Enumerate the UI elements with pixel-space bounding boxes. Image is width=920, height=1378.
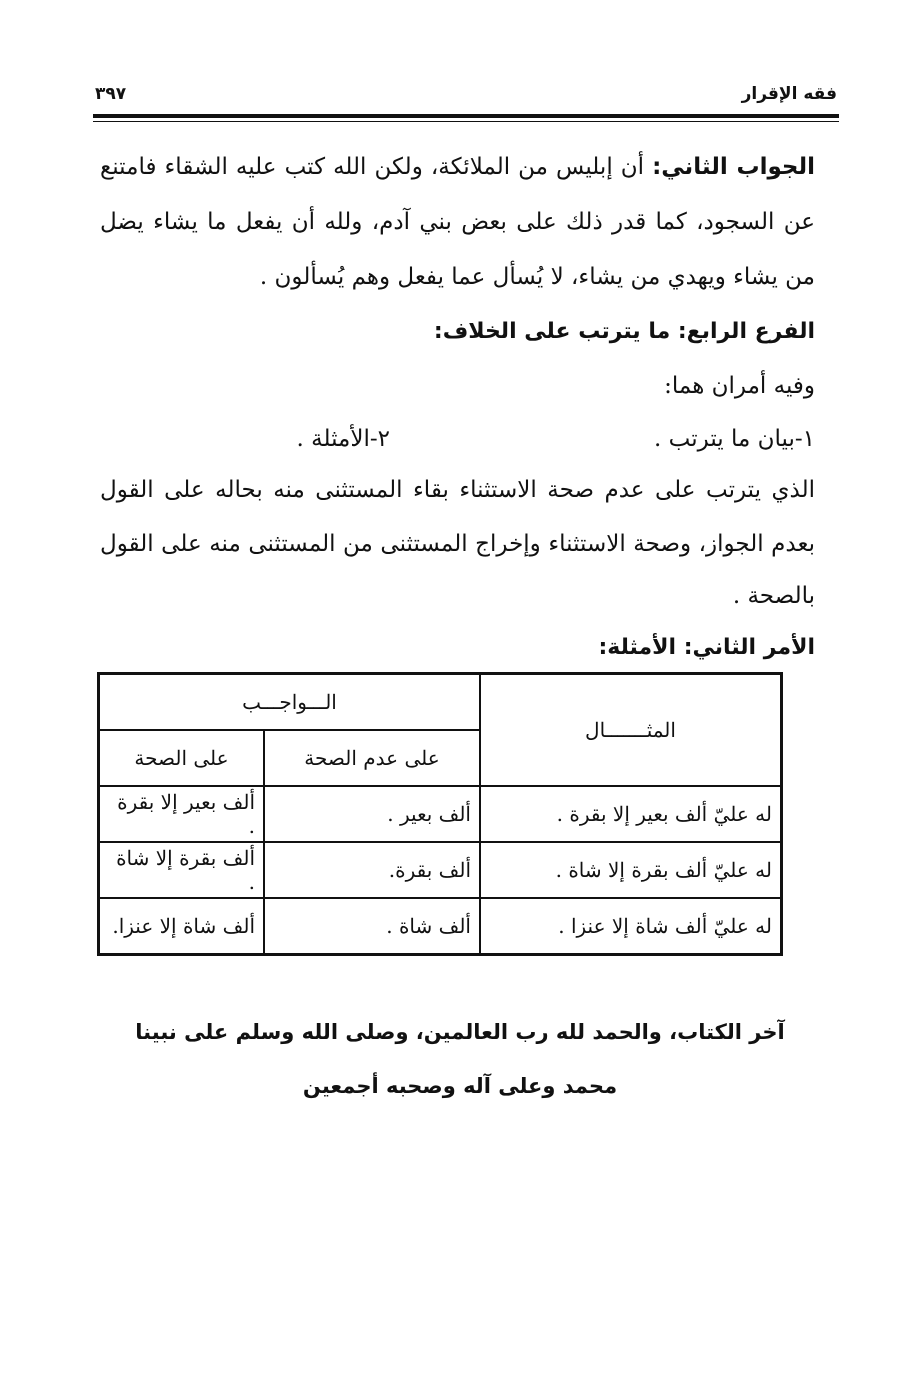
page-number: ٣٩٧ <box>95 84 127 104</box>
table-cell-example: له عليّ ألف بقرة إلا شاة . <box>480 842 782 898</box>
page-header <box>95 84 837 110</box>
table-row <box>99 786 782 842</box>
second-matter-heading: الأمر الثاني: الأمثلة: <box>598 635 815 660</box>
header-rule-thick <box>93 114 839 118</box>
table-subheader-valid: على الصحة <box>99 730 265 786</box>
table-cell-valid: ألف شاة إلا عنزا. <box>99 898 265 954</box>
closing-line-2: محمد وعلى آله وصحبه أجمعين <box>302 1074 618 1098</box>
answer-line-1 <box>100 151 815 183</box>
header-rule-thin <box>93 121 839 122</box>
table-cell-invalid: ألف بقرة. <box>264 842 480 898</box>
answer-line-1-text: أن إبليس من الملائكة، ولكن الله كتب عليه الشقاء فامتنع <box>100 154 645 180</box>
running-title: فقه الإقرار <box>741 84 837 104</box>
paragraph-line-2: بعدم الجواز، وصحة الاستثناء وإخراج المستثنى من المستثنى منه على القول <box>100 531 815 557</box>
examples-table <box>97 672 783 956</box>
table-cell-valid: ألف بقرة إلا شاة . <box>99 842 265 898</box>
table-row <box>99 842 782 898</box>
paragraph-line-3: بالصحة . <box>732 583 815 609</box>
answer-line-2: عن السجود، كما قدر ذلك على بعض بني آدم، ولله أن يفعل ما يشاء يضل <box>100 209 815 235</box>
list-item-2: ٢-الأمثلة . <box>296 426 390 452</box>
list-item-1: ١-بيان ما يترتب . <box>654 426 815 452</box>
table-row <box>99 898 782 954</box>
table-header-example: المثـــــــال <box>480 674 782 786</box>
table-cell-invalid: ألف شاة . <box>264 898 480 954</box>
answer-label: الجواب الثاني: <box>652 154 815 180</box>
table-cell-example: له عليّ ألف شاة إلا عنزا . <box>480 898 782 954</box>
table-subheader-invalid: على عدم الصحة <box>264 730 480 786</box>
closing-line-1: آخر الكتاب، والحمد لله رب العالمين، وصلى الله وسلم على نبينا <box>135 1020 785 1044</box>
section-intro: وفيه أمران هما: <box>664 373 815 399</box>
paragraph-line-1: الذي يترتب على عدم صحة الاستثناء بقاء المستثنى منه بحاله على القول <box>100 477 815 503</box>
table-cell-valid: ألف بعير إلا بقرة . <box>99 786 265 842</box>
table-cell-example: له عليّ ألف بعير إلا بقرة . <box>480 786 782 842</box>
answer-line-3: من يشاء ويهدي من يشاء، لا يُسأل عما يفعل وهم يُسألون . <box>259 264 815 290</box>
section-heading: الفرع الرابع: ما يترتب على الخلاف: <box>433 319 815 344</box>
table-header-obligation: الـــواجـــب <box>99 674 481 730</box>
table-cell-invalid: ألف بعير . <box>264 786 480 842</box>
